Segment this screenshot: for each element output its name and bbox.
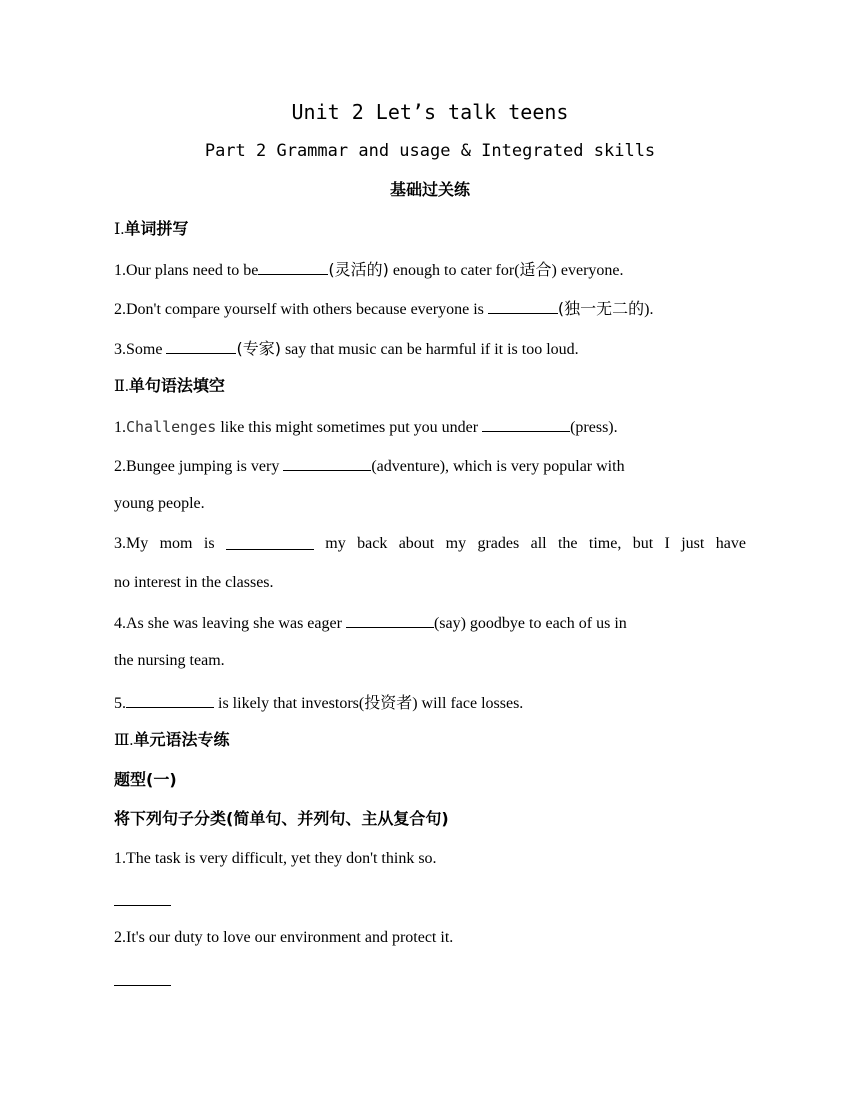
answer-blank [226, 534, 314, 550]
q2-3-word: but [632, 535, 654, 552]
section-2-number: Ⅱ. [114, 378, 129, 395]
instruction-text: 将下列句子分类(简单句、并列句、主从复合句) [114, 809, 449, 828]
q2-5-text-c: ) will face losses. [412, 695, 524, 712]
question-type-label: 题型(一) [114, 770, 177, 789]
q2-2-text-b: (adventure), which is very popular with [371, 458, 625, 475]
answer-blank [482, 416, 570, 432]
q1-3-text-a: 3.Some [114, 341, 167, 358]
q2-5-hint: 投资者 [364, 693, 413, 712]
q2-3-word: is [203, 535, 215, 552]
q1-1-text-b: enough to cater for( [388, 262, 520, 279]
question-2-3 [114, 534, 746, 554]
page-subtitle: Part 2 Grammar and usage & Integrated skills [204, 141, 656, 161]
q2-3-word: time, [588, 535, 622, 552]
q1-2-text-c: ). [644, 301, 654, 318]
section-1-number: Ⅰ. [114, 221, 125, 238]
answer-blank [283, 455, 371, 471]
answer-blank [346, 612, 434, 628]
q2-4-text-b: (say) goodbye to each of us in [433, 615, 627, 632]
answer-blank [126, 692, 214, 708]
q1-1-hint: (灵活的) [328, 260, 389, 279]
q2-2-text-a: 2.Bungee jumping is very [114, 458, 284, 475]
q1-3-hint: (专家) [236, 339, 281, 358]
question-2-4-continued: the nursing team. [114, 652, 225, 669]
question-3-1: 1.The task is very difficult, yet they don't think so. [114, 850, 437, 867]
question-1-3 [114, 338, 579, 360]
q2-3-word: have [715, 535, 746, 552]
answer-blank [166, 338, 236, 354]
q1-1-text-a: 1.Our plans need to be [114, 262, 259, 279]
q1-2-hint: (独一无二的 [557, 299, 645, 318]
question-2-3-continued: no interest in the classes. [114, 574, 274, 591]
answer-blank [258, 259, 328, 275]
q2-3-word: grades [477, 535, 520, 552]
q1-1-text-c: ) everyone. [551, 262, 624, 279]
section-1-heading [114, 219, 188, 240]
section-1-title: 单词拼写 [124, 219, 189, 238]
question-2-1 [114, 416, 618, 438]
q2-1-number: 1. [114, 419, 126, 436]
section-3-heading [114, 730, 229, 751]
answer-blank [488, 298, 558, 314]
q2-5-number: 5. [114, 695, 126, 712]
q2-3-word: all [530, 535, 547, 552]
q2-3-word: the [557, 535, 578, 552]
page-title: Unit 2 Let’s talk teens [291, 100, 569, 124]
q2-1-text-a: like this might sometimes put you under [216, 419, 483, 436]
q1-1-hint-2: 适合 [519, 260, 552, 279]
section-2-title: 单句语法填空 [128, 376, 225, 395]
q2-3-word: about [398, 535, 435, 552]
question-2-4 [114, 612, 627, 634]
q1-3-text-b: say that music can be harmful if it is too loud. [280, 341, 579, 358]
q2-1-text-b: (press). [570, 419, 618, 436]
section-3-number: Ⅲ. [114, 732, 134, 749]
answer-line [114, 985, 171, 986]
q2-3-word: back [357, 535, 388, 552]
q2-3-word: mom [159, 535, 193, 552]
question-1-2 [114, 298, 653, 320]
q2-3-word: my [445, 535, 467, 552]
section-3-title: 单元语法专练 [133, 730, 230, 749]
section-heading: 基础过关练 [389, 180, 470, 199]
q2-5-text-b: is likely that investors( [214, 695, 365, 712]
q2-3-word: 3.My [114, 535, 149, 552]
answer-line [114, 905, 171, 906]
question-2-5 [114, 692, 523, 714]
q2-3-word: I [664, 535, 670, 552]
q1-2-text-a: 2.Don't compare yourself with others because everyone is [114, 301, 488, 318]
q2-3-word: my [325, 535, 346, 552]
question-1-1 [114, 259, 624, 281]
question-3-2: 2.It's our duty to love our environment and protect it. [114, 929, 454, 946]
q2-1-keyword: Challenges [126, 418, 217, 436]
q2-3-word: just [681, 535, 705, 552]
q2-4-text-a: 4.As she was leaving she was eager [114, 615, 346, 632]
question-2-2-continued: young people. [114, 495, 205, 512]
question-2-2 [114, 455, 625, 477]
section-2-heading [114, 376, 225, 397]
